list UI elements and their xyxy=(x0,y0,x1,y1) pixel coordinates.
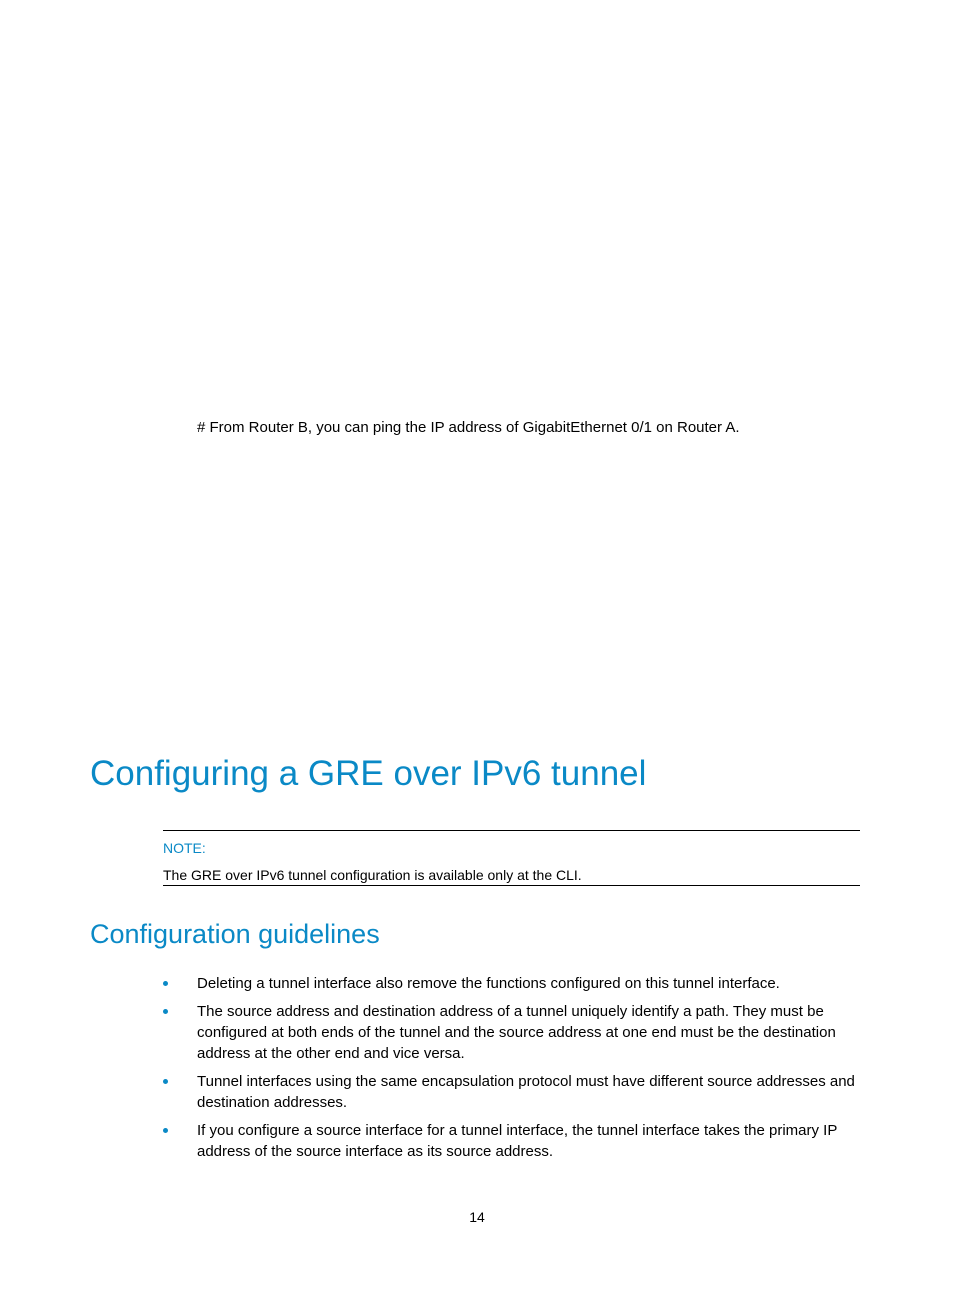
guidelines-list xyxy=(163,973,868,1169)
note-text: The GRE over IPv6 tunnel configuration is available only at the CLI. xyxy=(163,867,582,883)
guideline-text: The source address and destination address of a tunnel uniquely identify a path. They must be configured at both ends of the tunnel and the source address at one end must be the destination address at the other end and vice versa. xyxy=(197,1003,836,1062)
guideline-text: Tunnel interfaces using the same encapsulation protocol must have different source addresses and destination addresses. xyxy=(197,1073,855,1111)
list-item xyxy=(163,1001,868,1064)
bullet-icon xyxy=(163,1009,168,1014)
list-item xyxy=(163,1071,868,1113)
subsection-title: Configuration guidelines xyxy=(90,919,380,949)
list-item xyxy=(163,1120,868,1162)
note-box xyxy=(163,830,860,886)
section-title: Configuring a GRE over IPv6 tunnel xyxy=(90,754,647,793)
page-number: 14 xyxy=(469,1209,485,1225)
note-label: NOTE: xyxy=(163,840,206,856)
bullet-icon xyxy=(163,1079,168,1084)
guideline-text: If you configure a source interface for a tunnel interface, the tunnel interface takes the primary IP address of the source interface as its source address. xyxy=(197,1122,838,1160)
guideline-text: Deleting a tunnel interface also remove the functions configured on this tunnel interface. xyxy=(197,975,780,992)
bullet-icon xyxy=(163,981,168,986)
list-item xyxy=(163,973,868,994)
bullet-icon xyxy=(163,1128,168,1133)
step-text: # From Router B, you can ping the IP address of GigabitEthernet 0/1 on Router A. xyxy=(197,419,740,436)
